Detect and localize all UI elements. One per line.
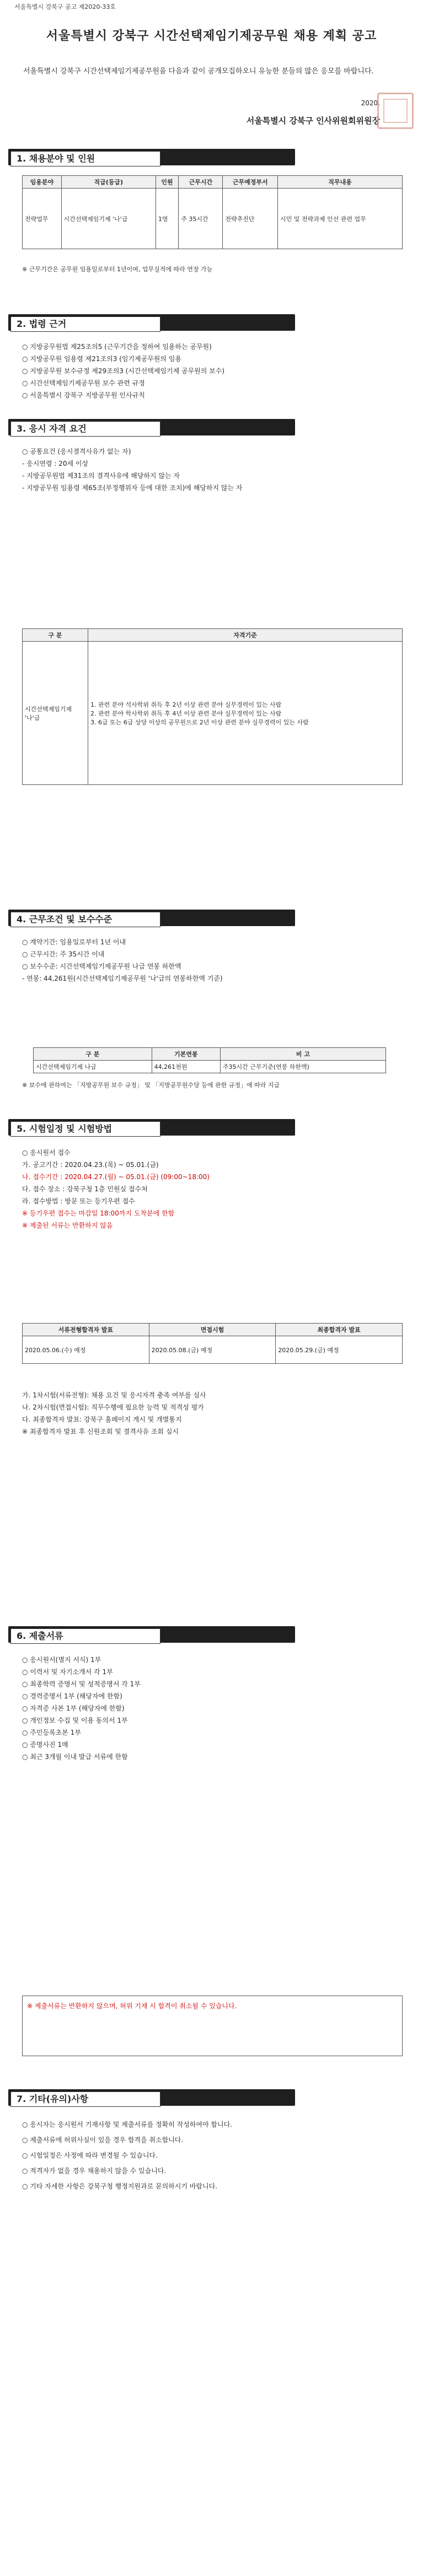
salary-table: 구 분 기본연봉 비 고 시간선택제임기제 나급 44,261천원 주35시간 근무기준(연봉 하한액) xyxy=(33,1047,386,1073)
page-title: 서울특별시 강북구 시간선택제임기제공무원 채용 계획 공고 xyxy=(46,29,377,43)
etc-list: ○ 응시자는 응시원서 기재사항 및 제출서류를 정확히 작성하여야 합니다. ○ 제출서류에 허위사실이 있을 경우 합격을 취소합니다. ○ 시험일정은 사정에 따라 변경될 수 있습니다. ○ 적격자가 없을 경우 채용하지 않을 수 있습니다. ○ 기타 자세한 사항은 강북구청 행정지원과로 문의하시기 바랍니다. xyxy=(22,2121,232,2190)
notice-date: 2020. xyxy=(361,99,380,107)
exam-method: 가. 1차시험(서류전형): 채용 요건 및 응시자격 충족 여부를 심사 나. 2차시험(면접시험): 직무수행에 필요한 능력 및 적격성 평가 다. 최종합격자 발표: 강북구 홈페이지 게시 및 개별통지 ※ 최종합격자 발표 후 신원조회 및 결격사유 조회 실시 xyxy=(22,1391,206,1435)
section-header: 3. 응시 자격 요건 xyxy=(8,419,295,439)
recruit-note: ※ 근무기간은 공무원 임용일로부터 1년이며, 업무실적에 따라 연장 가능 xyxy=(22,266,213,273)
notice-number: 서울특별시 강북구 공고 제2020-33호 xyxy=(14,3,116,10)
work-conditions: ○ 계약기간: 임용일로부터 1년 이내 ○ 근무시간: 주 35시간 이내 ○ 보수수준: 시간선택제임기제공무원 나급 연봉 하한액 - 연봉: 44,261원(시간선택제임기제공무원 '나'급의 연봉하한액 기준) xyxy=(22,938,223,982)
section-header: 5. 시험일정 및 시험방법 xyxy=(8,1119,295,1139)
salary-note: ※ 보수에 관하여는 「지방공무원 보수 규정」 및 「지방공무원수당 등에 관한 규정」에 따라 지급 xyxy=(22,1082,280,1089)
exam-schedule-table: 서류전형합격자 발표 면접시험 최종합격자 발표 2020.05.06.(수) 예정 2020.05.08.(금) 예정 2020.05.29.(금) 예정 xyxy=(22,1323,403,1364)
schedule-list: ○ 응시원서 접수 가. 공고기간 : 2020.04.23.(목) ~ 05.01.(금) 나. 접수기간 : 2020.04.27.(월) ~ 05.01.(금) (09:00~18:00) 다. 접수 장소 : 강북구청 1층 민원실 접수처 라. 접수방법 : 방문 또는 등기우편 접수 ※ 등기우편 접수는 마감일 18:00까지 도착분에 한함 ※ 제출된 서류는 반환하지 않음 xyxy=(22,1149,210,1229)
issuer: 서울특별시 강북구 인사위원회위원장 xyxy=(246,116,380,126)
intro-text: 서울특별시 강북구 시간선택제임기제공무원을 다음과 같이 공개모집하오니 유능한 분들의 많은 응모를 바랍니다. xyxy=(23,67,374,76)
qualify-common: ○ 공통요건 (응시결격사유가 없는 자) - 응시연령 : 20세 이상 - 지방공무원법 제31조의 결격사유에 해당하지 않는 자 - 지방공무원 임용령 제65조(부정행위자 등에 대한 조치)에 해당하지 않는 자 xyxy=(22,448,243,492)
document-list: ○ 응시원서(별지 서식) 1부 ○ 이력서 및 자기소개서 각 1부 ○ 최종학력 증명서 및 성적증명서 각 1부 ○ 경력증명서 1부 (해당자에 한함) ○ 자격증 사본 1부 (해당자에 한함) ○ 개인정보 수집 및 이용 동의서 1부 ○ 주민등록초본 1부 ○ 증명사진 1매 ○ 최근 3개월 이내 발급 서류에 한함 xyxy=(22,1656,141,1761)
document-warning-box: ※ 제출서류는 반환하지 않으며, 허위 기재 시 합격이 취소될 수 있습니다. xyxy=(22,1996,403,2056)
official-seal xyxy=(377,93,414,129)
qualify-table: 구 분 자격기준 시간선택제임기제 '나'급 1. 관련 분야 석사학위 취득 후 2년 이상 관련 분야 실무경력이 있는 사람 2. 관련 분야 학사학위 취득 후 4년 이상 관련 분야 실무경력이 있는 사람 3. 6급 또는 6급 상당 이상의 공무원으로 2년 이상 관련 분야 실무경력이 있는 사람 xyxy=(22,628,403,785)
section-header: 4. 근무조건 및 보수수준 xyxy=(8,910,295,929)
recruit-table: 임용분야 직급(등급) 인원 근무시간 근무예정부서 직무내용 전략업무 시간선택제임기제 '나'급 1명 주 35시간 전략추진단 시민 및 전략과제 인선 관련 업무 xyxy=(22,175,403,249)
section-header: 1. 채용분야 및 인원 xyxy=(8,149,295,169)
section-header: 7. 기타(유의)사항 xyxy=(8,2089,295,2109)
section-header: 6. 제출서류 xyxy=(8,1626,295,1646)
section-header: 2. 법령 근거 xyxy=(8,314,295,334)
law-list: ○ 지방공무원법 제25조의5 (근무기간을 정하여 임용하는 공무원) ○ 지방공무원 임용령 제21조의3 (임기제공무원의 임용 ○ 지방공무원 보수규정 제29조의3 (시간선택제임기제 공무원의 보수) ○ 시간선택제임기제공무원 보수 관련 규정 ○ 서울특별시 강북구 지방공무원 인사규칙 xyxy=(22,343,225,399)
